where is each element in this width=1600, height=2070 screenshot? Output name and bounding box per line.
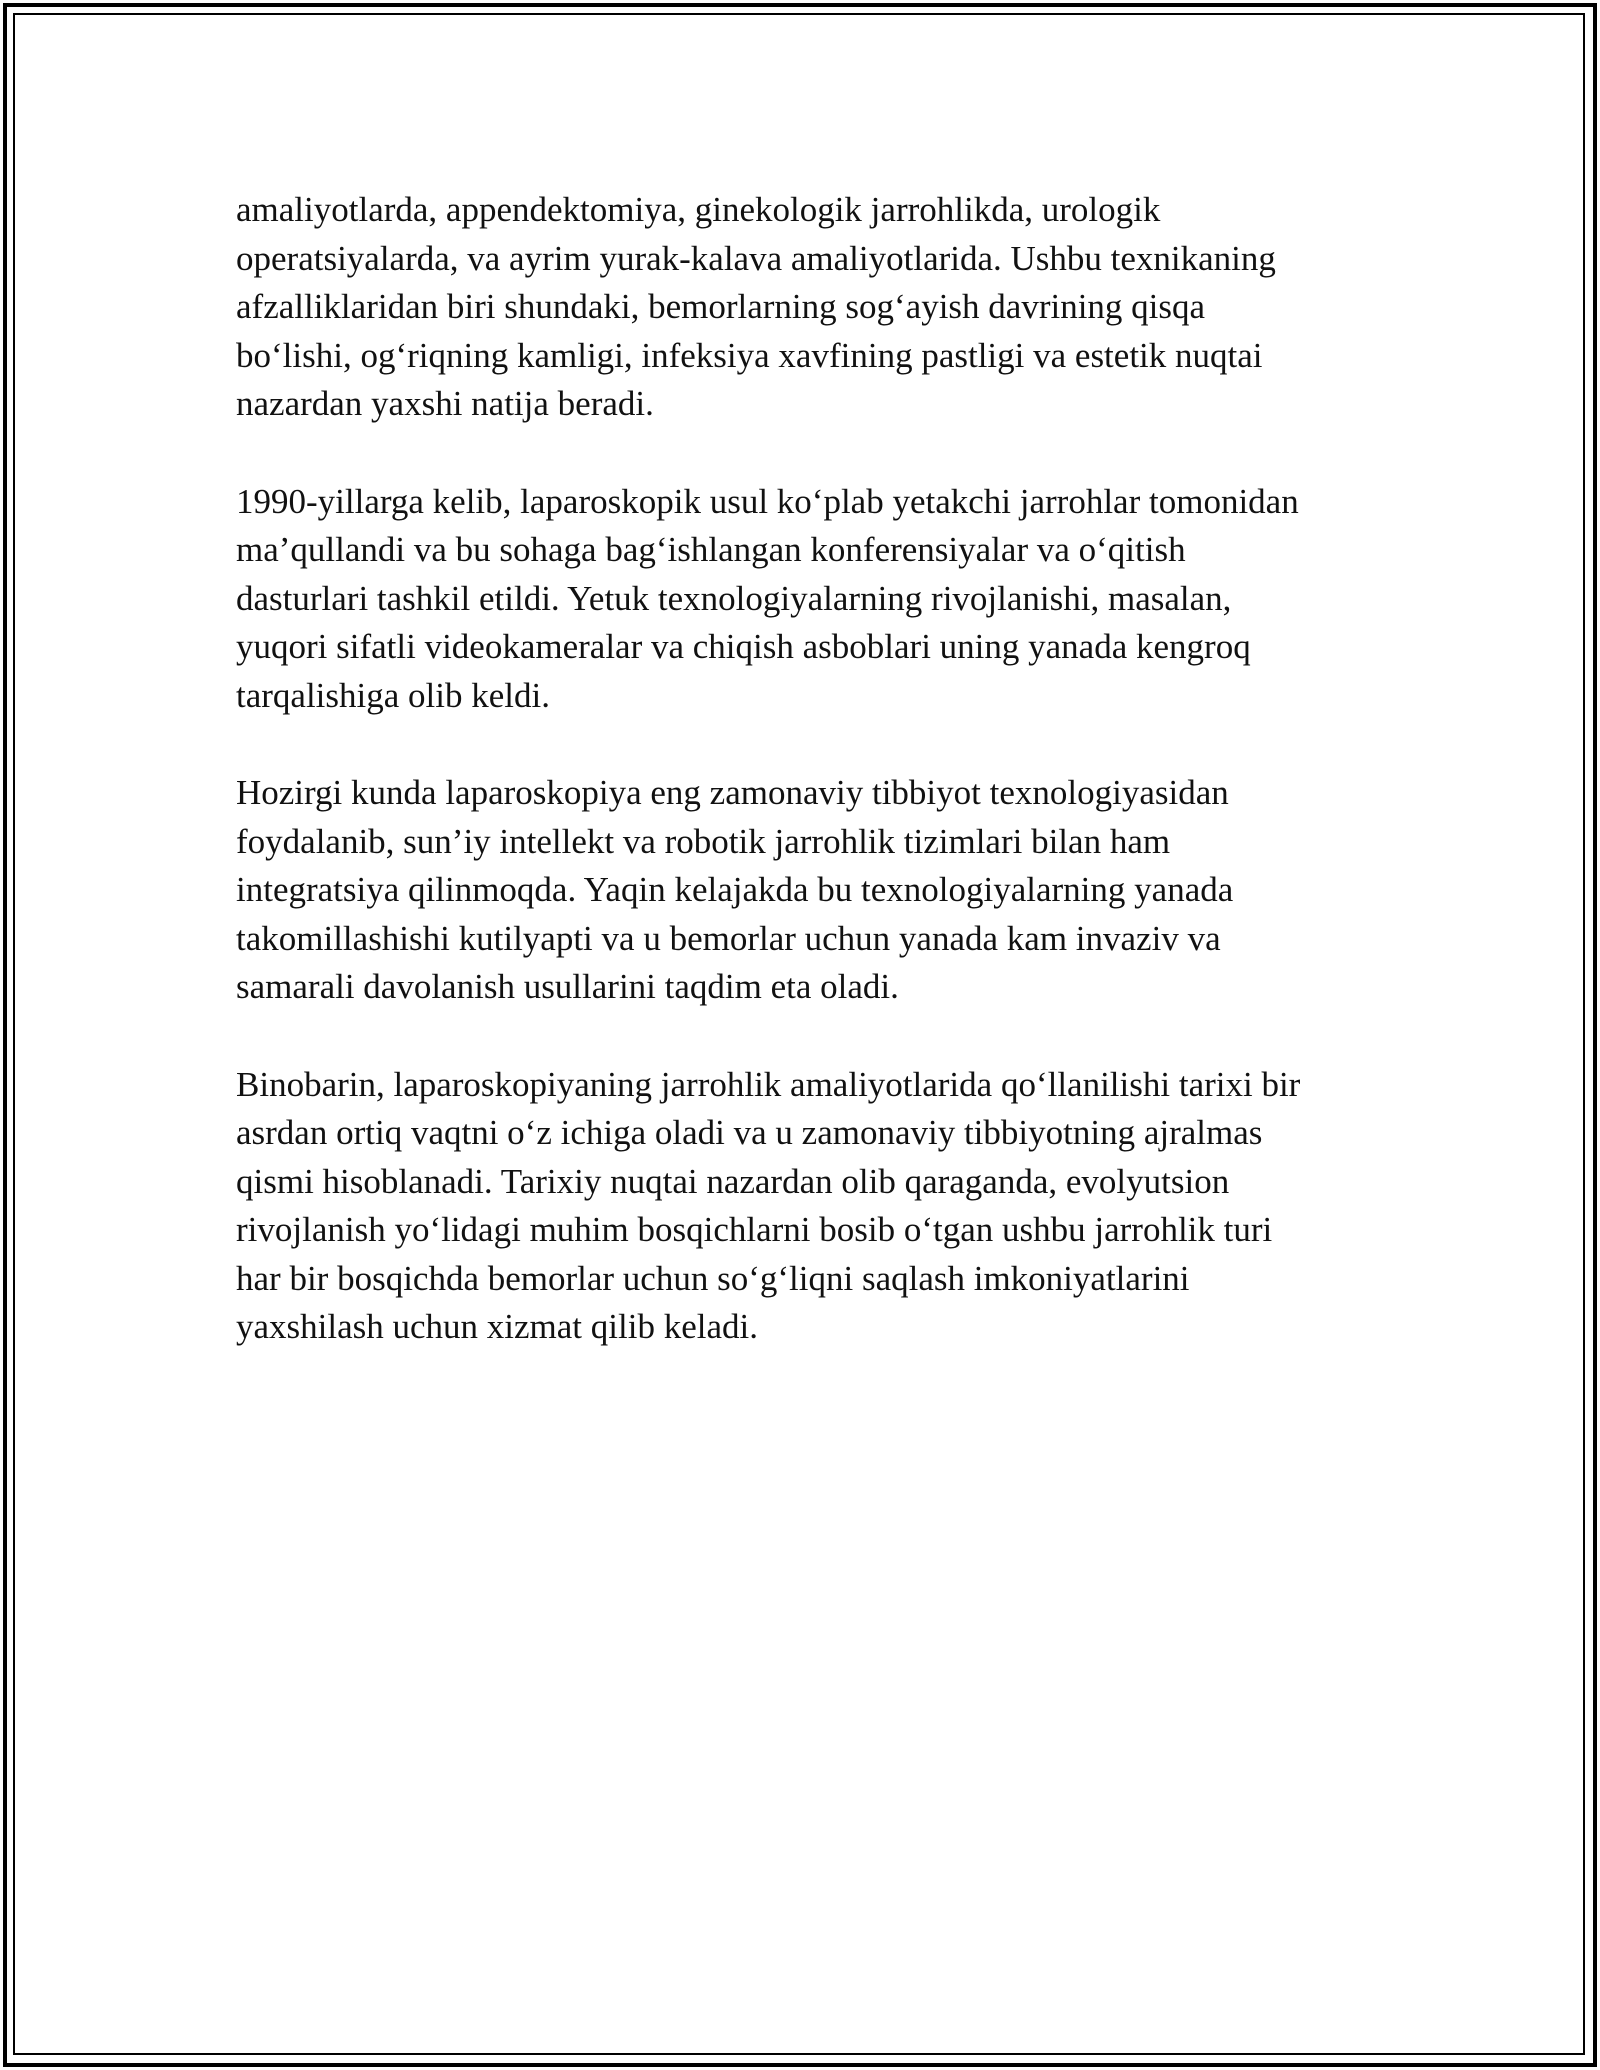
text-line: yaxshilash uchun xizmat qilib keladi.	[236, 1307, 758, 1346]
text-line: amaliyotlarda, appendektomiya, ginekologik jarrohlikda, urologik	[236, 190, 1161, 229]
text-line: foydalanib, sun’iy intellekt va robotik jarrohlik tizimlari bilan ham	[236, 821, 1171, 861]
paragraph-1	[236, 186, 1366, 429]
text-line: bo‘lishi, og‘riqning kamligi, infeksiya xavfining pastligi va estetik nuqtai	[236, 335, 1263, 375]
text-line: 1990-yillarga kelib, laparoskopik usul ko‘plab yetakchi jarrohlar tomonidan	[236, 481, 1299, 521]
text-line: afzalliklaridan biri shundaki, bemorlarning sog‘ayish davrining qisqa	[236, 287, 1206, 326]
text-line: har bir bosqichda bemorlar uchun so‘g‘liqni saqlash imkoniyatlarini	[236, 1258, 1190, 1298]
text-line: dasturlari tashkil etildi. Yetuk texnologiyalarning rivojlanishi, masalan,	[236, 578, 1232, 618]
text-line: rivojlanish yo‘lidagi muhim bosqichlarni bosib o‘tgan ushbu jarrohlik turi	[236, 1210, 1273, 1249]
text-line: yuqori sifatli videokameralar va chiqish asboblari uning yanada kengroq	[236, 627, 1251, 666]
text-line: ma’qullandi va bu sohaga bag‘ishlangan konferensiyalar va o‘qitish	[236, 530, 1186, 569]
paragraph-3	[236, 769, 1366, 1012]
text-line: Binobarin, laparoskopiyaning jarrohlik amaliyotlarida qo‘llanilishi tarixi bir	[236, 1064, 1301, 1104]
text-line: tarqalishiga olib keldi.	[236, 675, 550, 715]
document-body	[236, 186, 1366, 1401]
text-line: operatsiyalarda, va ayrim yurak-kalava amaliyotlarida. Ushbu texnikaning	[236, 238, 1276, 278]
text-line: asrdan ortiq vaqtni o‘z ichiga oladi va u zamonaviy tibbiyotning ajralmas	[236, 1113, 1263, 1152]
paragraph-4	[236, 1061, 1366, 1352]
text-line: takomillashishi kutilyapti va u bemorlar uchun yanada kam invaziv va	[236, 918, 1221, 958]
text-line: Hozirgi kunda laparoskopiya eng zamonaviy tibbiyot texnologiyasidan	[236, 773, 1229, 812]
text-line: qismi hisoblanadi. Tarixiy nuqtai nazardan olib qaraganda, evolyutsion	[236, 1161, 1230, 1201]
text-line: nazardan yaxshi natija beradi.	[236, 384, 654, 423]
text-line: integratsiya qilinmoqda. Yaqin kelajakda bu texnologiyalarning yanada	[236, 870, 1234, 909]
text-line: samarali davolanish usullarini taqdim eta oladi.	[236, 967, 899, 1006]
paragraph-2	[236, 478, 1366, 721]
